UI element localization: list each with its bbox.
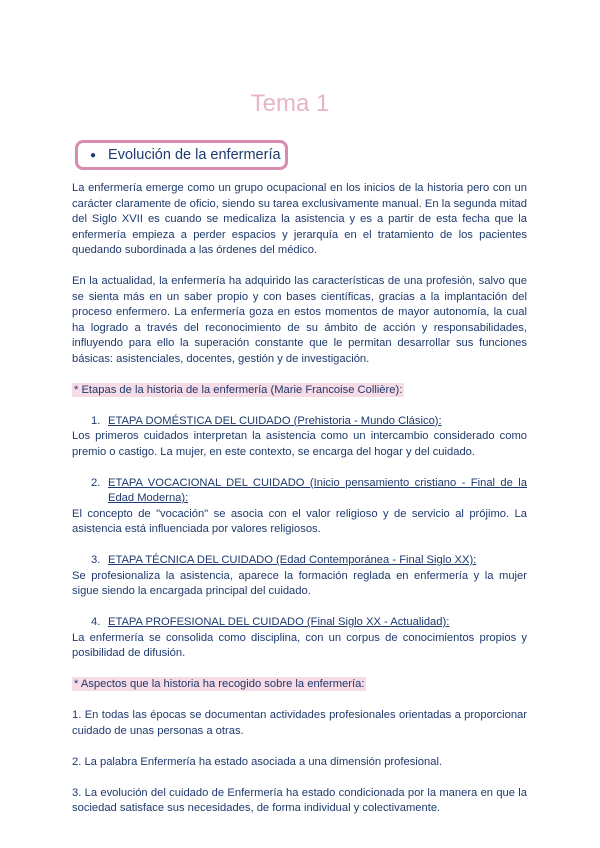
paragraph-intro: La enfermería emerge como un grupo ocupacional en los inicios de la historia pero con un carácter claramente de oficio, siendo su tarea exclusivamente manual. En la segunda mitad del Siglo XVII es cuando se medicaliza la asistencia y es a partir de esta fecha que la enfermería empieza a perder espacios y jerarquía en el tratamiento de los pacientes quedando subordinada a las órdenes del médico.	[72, 182, 527, 256]
stage-title: ETAPA PROFESIONAL DEL CUIDADO (Final Siglo XX - Actualidad):	[108, 616, 450, 628]
stage-heading-3	[72, 553, 527, 569]
section-heading: Evolución de la enfermería	[108, 147, 281, 163]
stage-number: 3.	[91, 554, 101, 566]
stage-heading-2	[72, 476, 527, 507]
stage-title: ETAPA TÉCNICA DEL CUIDADO (Edad Contemporánea - Final Siglo XX):	[108, 554, 477, 566]
aspect-item-1: 1. En todas las épocas se documentan actividades profesionales orientadas a proporcionar cuidado de unas personas a otras.	[72, 709, 527, 737]
stage-title: ETAPA DOMÉSTICA DEL CUIDADO (Prehistoria - Mundo Clásico):	[108, 414, 442, 427]
document-body	[72, 181, 527, 817]
section-heading-box	[75, 140, 288, 170]
aspect-item-2: 2. La palabra Enfermería ha estado asociada a una dimensión profesional.	[72, 755, 443, 768]
stage-heading-1	[72, 414, 527, 430]
stage-title: ETAPA VOCACIONAL DEL CUIDADO (Inicio pensamiento cristiano - Final de la Edad Moderna):	[108, 476, 527, 504]
aspects-heading: * Aspectos que la historia ha recogido sobre la enfermería:	[74, 678, 365, 690]
paragraph-current: En la actualidad, la enfermería ha adquirido las características de una profesión, salvo que se sienta más en un saber propio y con bases científicas, gracias a la implantación del proceso enfermero. La enfermería goza en estos momentos de mayor autonomía, la cual ha logrado a través del reconocimiento de su ámbito de acción y responsabilidades, influyendo para ello la superación constante que le permitan desarrollar sus funciones básicas: asistenciales, docentes, gestión y de investigación.	[72, 275, 527, 365]
stage-text-2: El concepto de "vocación" se asocia con el valor religioso y de servicio al prójimo. La asistencia está influenciada por valores religiosos.	[72, 507, 527, 535]
stage-number: 2.	[91, 476, 101, 489]
stage-text-3: Se profesionaliza la asistencia, aparece la formación reglada en enfermería y la mujer sigue siendo la encargada principal del cuidado.	[72, 569, 527, 597]
page-title: Tema 1	[250, 90, 330, 117]
stage-text-1: Los primeros cuidados interpretan la asistencia como un intercambio considerado como premio o castigo. La mujer, en este contexto, se encarga del hogar y del cuidado.	[72, 430, 527, 458]
stage-heading-4	[72, 615, 527, 631]
stages-heading: * Etapas de la historia de la enfermería (Marie Francoise Collière):	[74, 383, 403, 396]
stage-text-4: La enfermería se consolida como disciplina, con un corpus de conocimientos propios y posibilidad de difusión.	[72, 631, 527, 659]
stage-number: 1.	[91, 414, 101, 427]
aspect-item-3: 3. La evolución del cuidado de Enfermería ha estado condicionada por la manera en que la sociedad satisface sus necesidades, de forma individual y colectivamente.	[72, 786, 527, 814]
stage-number: 4.	[91, 616, 101, 628]
bullet-icon: ●	[90, 149, 97, 161]
